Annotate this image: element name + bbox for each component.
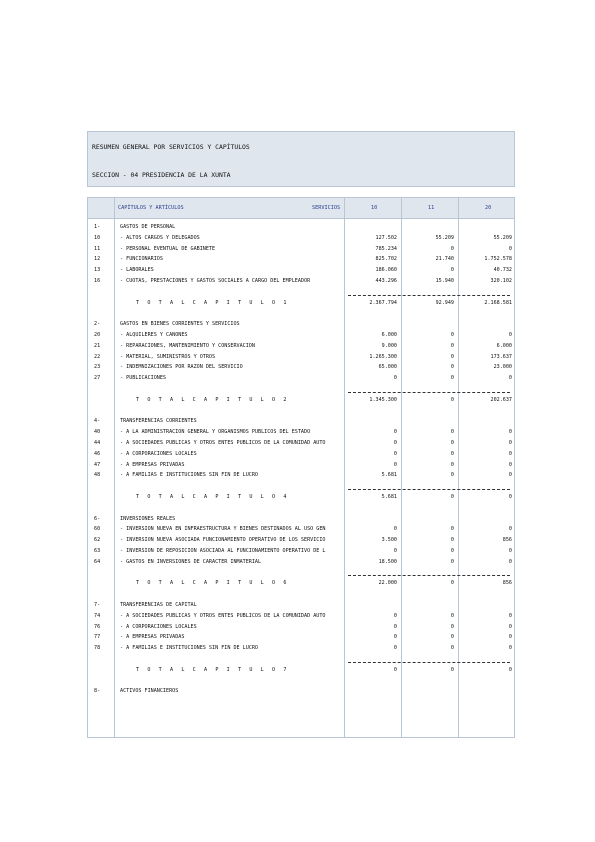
row-value-10: 0 [393,666,397,673]
row-code: 62 [94,537,101,544]
row-value-20: 0 [508,332,512,338]
row-code: 12 [94,256,101,263]
row-value-10: 0 [393,450,397,457]
row-description: - FUNCIONARIOS [120,256,163,263]
table-row [88,449,514,460]
row-value-20: 0 [508,526,512,533]
section-title: SECCION - 04 PRESIDENCIA DE LA XUNTA [92,171,231,179]
row-code: 8- [94,688,101,695]
row-code: 76 [94,623,101,630]
table-row [88,308,514,319]
row-value-10: 22.000 [378,580,397,587]
col-services-header: SERVICIOS [312,205,341,211]
total-row [88,395,514,406]
row-code: 20 [94,332,101,338]
row-description: - A FAMILIAS E INSTITUCIONES SIN FIN DE LUCRO [120,472,259,479]
row-code: 22 [94,353,101,360]
table-row [88,503,514,514]
row-description: - A CORPORACIONES LOCALES [120,623,197,630]
table-row [88,643,514,654]
row-value-11: 0 [450,375,454,382]
table-row [88,481,514,492]
row-value-11: 0 [450,267,454,274]
row-value-11: 0 [450,332,454,338]
row-value-20: 55.209 [493,234,512,241]
row-description: ACTIVOS FINANCIEROS [120,688,179,695]
row-value-10: 1.345.300 [369,396,397,403]
row-value-20: 0 [508,440,512,446]
row-value-11: 55.209 [435,234,454,241]
row-value-20: 0 [508,450,512,457]
row-value-11: 92.949 [435,299,454,306]
table-row [88,330,514,341]
row-description: - A SOCIEDADES PÚBLICAS Y OTROS ENTES PÚBLICOS DE LA COMUNIDAD AUTÓ [120,612,326,619]
row-code: 74 [94,612,101,619]
row-value-11: 0 [450,245,454,252]
table-row [88,524,514,535]
row-value-20: 0 [508,666,512,673]
row-value-11: 0 [450,612,454,619]
row-value-20: 0 [508,548,512,554]
row-code: 63 [94,548,101,554]
row-code: 4- [94,418,101,425]
table-row [88,568,514,579]
row-code: 64 [94,558,101,565]
table-row [88,676,514,687]
total-separator [348,295,510,296]
total-separator [348,575,510,576]
table-row [88,438,514,449]
table-row [88,557,514,568]
row-value-11: 0 [450,429,454,436]
row-value-11: 0 [450,548,454,554]
row-value-11: 0 [450,526,454,533]
table-row [88,686,514,697]
row-description: T O T A L C A P Í T U L O 6 [136,580,290,587]
table-row [88,287,514,298]
row-value-10: 825.702 [375,256,397,263]
row-description: - INDEMNIZACIONES POR RAZÓN DEL SERVICIO [120,364,243,371]
row-value-10: 18.500 [378,558,397,565]
row-description: TRANSFERENCIAS DE CAPITAL [120,602,197,608]
row-value-11: 21.740 [435,256,454,263]
row-description: - A LA ADMINISTRACIÓN GENERAL Y ORGANISMOS PÚBLICOS DEL ESTADO [120,429,311,436]
row-value-20: 202.637 [490,396,512,403]
row-description: - PUBLICACIONES [120,375,167,382]
row-description: - A SOCIEDADES PÚBLICAS Y OTROS ENTES PÚBLICOS DE LA COMUNIDAD AUTÓ [120,440,326,446]
table-row [88,514,514,525]
row-value-10: 0 [393,623,397,630]
row-value-10: 0 [393,526,397,533]
table-row [88,373,514,384]
table-row [88,254,514,265]
table-row [88,460,514,471]
row-code: 77 [94,634,101,641]
table-row [88,352,514,363]
row-value-20: 23.000 [493,364,512,371]
row-code: 6- [94,515,101,522]
table-row [88,233,514,244]
total-separator [348,392,510,393]
row-value-10: 6.000 [381,332,397,338]
row-description: T O T A L C A P Í T U L O 2 [136,396,290,403]
row-value-20: 856 [502,580,512,587]
table-row [88,611,514,622]
total-row [88,492,514,503]
row-value-20: 0 [508,245,512,252]
total-separator [348,489,510,490]
total-row [88,578,514,589]
row-value-11: 0 [450,634,454,641]
row-value-10: 0 [393,612,397,619]
row-code: 23 [94,364,101,371]
row-value-11: 0 [450,342,454,349]
row-code: 1- [94,224,101,230]
table-header [88,198,514,219]
table-row [88,632,514,643]
row-value-20: 0 [508,634,512,641]
row-value-10: 0 [393,548,397,554]
col-articles-header: CAPÍTULOS Y ARTÍCULOS [118,205,184,211]
row-description: - PERSONAL EVENTUAL DE GABINETE [120,245,216,252]
row-value-11: 0 [450,396,454,403]
col-11-header: 11 [428,205,435,211]
row-value-10: 0 [393,429,397,436]
row-value-10: 785.234 [375,245,397,252]
row-description: - A FAMILIAS E INSTITUCIONES SIN FIN DE LUCRO [120,645,259,652]
row-value-10: 186.060 [375,267,397,274]
row-value-20: 1.752.578 [484,256,512,263]
row-value-11: 0 [450,364,454,371]
table-row [88,470,514,481]
row-value-10: 127.502 [375,234,397,241]
row-value-10: 0 [393,634,397,641]
row-value-20: 0 [508,645,512,652]
row-code: 10 [94,234,101,241]
row-value-11: 0 [450,494,454,500]
row-code: 21 [94,342,101,349]
row-description: - ALTOS CARGOS Y DELEGADOS [120,234,200,241]
total-row [88,665,514,676]
row-value-10: 0 [393,375,397,382]
row-value-10: 5.681 [381,472,397,479]
table-row [88,622,514,633]
row-value-10: 2.367.794 [369,299,397,306]
row-value-11: 0 [450,450,454,457]
row-value-20: 0 [508,558,512,565]
row-value-11: 0 [450,353,454,360]
row-code: 46 [94,450,101,457]
row-value-20: 173.637 [490,353,512,360]
row-value-20: 0 [508,494,512,500]
row-code: 48 [94,472,101,479]
total-row [88,298,514,309]
budget-table [87,197,515,738]
row-value-20: 0 [508,472,512,479]
row-description: - GASTOS EN INVERSIONES DE CARÁCTER INMATERIAL [120,558,262,565]
row-description: - CUOTAS, PRESTACIONES Y GASTOS SOCIALES A CARGO DEL EMPLEADOR [120,278,311,284]
row-code: 40 [94,429,101,436]
row-description: - ALQUILERES Y CÁNONES [120,332,188,338]
row-code: 47 [94,461,101,468]
row-code: 60 [94,526,101,533]
total-separator [348,662,510,663]
row-value-10: 0 [393,645,397,652]
report-header [87,131,515,187]
row-description: - LABORALES [120,267,154,274]
row-description: - A CORPORACIONES LOCALES [120,450,197,457]
row-value-10: 0 [393,440,397,446]
col-10-header: 10 [371,205,378,211]
table-row [88,535,514,546]
table-row [88,600,514,611]
row-code: 78 [94,645,101,652]
table-row [88,222,514,233]
row-value-11: 0 [450,461,454,468]
row-code: 44 [94,440,101,446]
row-value-11: 0 [450,666,454,673]
row-value-20: 40.732 [493,267,512,274]
table-row [88,406,514,417]
row-code: 11 [94,245,101,252]
row-code: 13 [94,267,101,274]
row-description: GASTOS EN BIENES CORRIENTES Y SERVICIOS [120,321,240,328]
row-description: - A EMPRESAS PRIVADAS [120,461,185,468]
row-description: - MATERIAL, SUMINISTROS Y OTROS [120,353,216,360]
row-value-11: 0 [450,623,454,630]
row-description: - INVERSIÓN NUEVA ASOCIADA FUNCIONAMIENTO OPERATIVO DE LOS SERVICIO [120,537,326,544]
row-description: - INVERSIÓN NUEVA EN INFRAESTRUCTURA Y BIENES DESTINADOS AL USO GEN [120,526,326,533]
table-row [88,244,514,255]
row-value-11: 0 [450,472,454,479]
row-code: 7- [94,602,101,608]
row-value-10: 0 [393,461,397,468]
row-code: 16 [94,278,101,284]
table-row [88,416,514,427]
table-row [88,654,514,665]
row-description: TRANSFERENCIAS CORRIENTES [120,418,197,425]
row-value-11: 15.940 [435,278,454,284]
row-value-10: 3.500 [381,537,397,544]
row-description: T O T A L C A P Í T U L O 4 [136,494,290,500]
row-description: - INVERSIÓN DE REPOSICIÓN ASOCIADA AL FUNCIONAMIENTO OPERATIVO DE L [120,548,326,554]
row-description: - A EMPRESAS PRIVADAS [120,634,185,641]
report-title: RESUMEN GENERAL POR SERVICIOS Y CAPÍTULOS [92,143,250,151]
row-value-11: 0 [450,440,454,446]
row-value-20: 0 [508,375,512,382]
table-row [88,546,514,557]
row-value-10: 65.000 [378,364,397,371]
row-value-20: 0 [508,612,512,619]
row-description: - REPARACIONES, MANTENIMIENTO Y CONSERVACIÓN [120,342,255,349]
row-description: T O T A L C A P Í T U L O 1 [136,299,290,306]
row-value-11: 0 [450,580,454,587]
row-description: GASTOS DE PERSONAL [120,224,176,230]
row-value-20: 6.000 [496,342,512,349]
table-row [88,341,514,352]
row-value-11: 0 [450,645,454,652]
row-value-20: 320.102 [490,278,512,284]
col-20-header: 20 [485,205,492,211]
row-value-10: 443.296 [375,278,397,284]
table-row [88,362,514,373]
row-description: T O T A L C A P Í T U L O 7 [136,666,290,673]
table-row [88,384,514,395]
row-value-20: 856 [502,537,512,544]
row-description: INVERSIONES REALES [120,515,176,522]
row-code: 27 [94,375,101,382]
row-value-20: 0 [508,429,512,436]
row-code: 2- [94,321,101,328]
table-row [88,265,514,276]
table-row [88,427,514,438]
row-value-10: 9.000 [381,342,397,349]
row-value-10: 1.265.300 [369,353,397,360]
row-value-11: 0 [450,537,454,544]
row-value-20: 0 [508,623,512,630]
table-row [88,276,514,287]
row-value-11: 0 [450,558,454,565]
row-value-20: 2.168.581 [484,299,512,306]
row-value-10: 5.681 [381,494,397,500]
row-value-20: 0 [508,461,512,468]
table-row [88,319,514,330]
table-row [88,589,514,600]
